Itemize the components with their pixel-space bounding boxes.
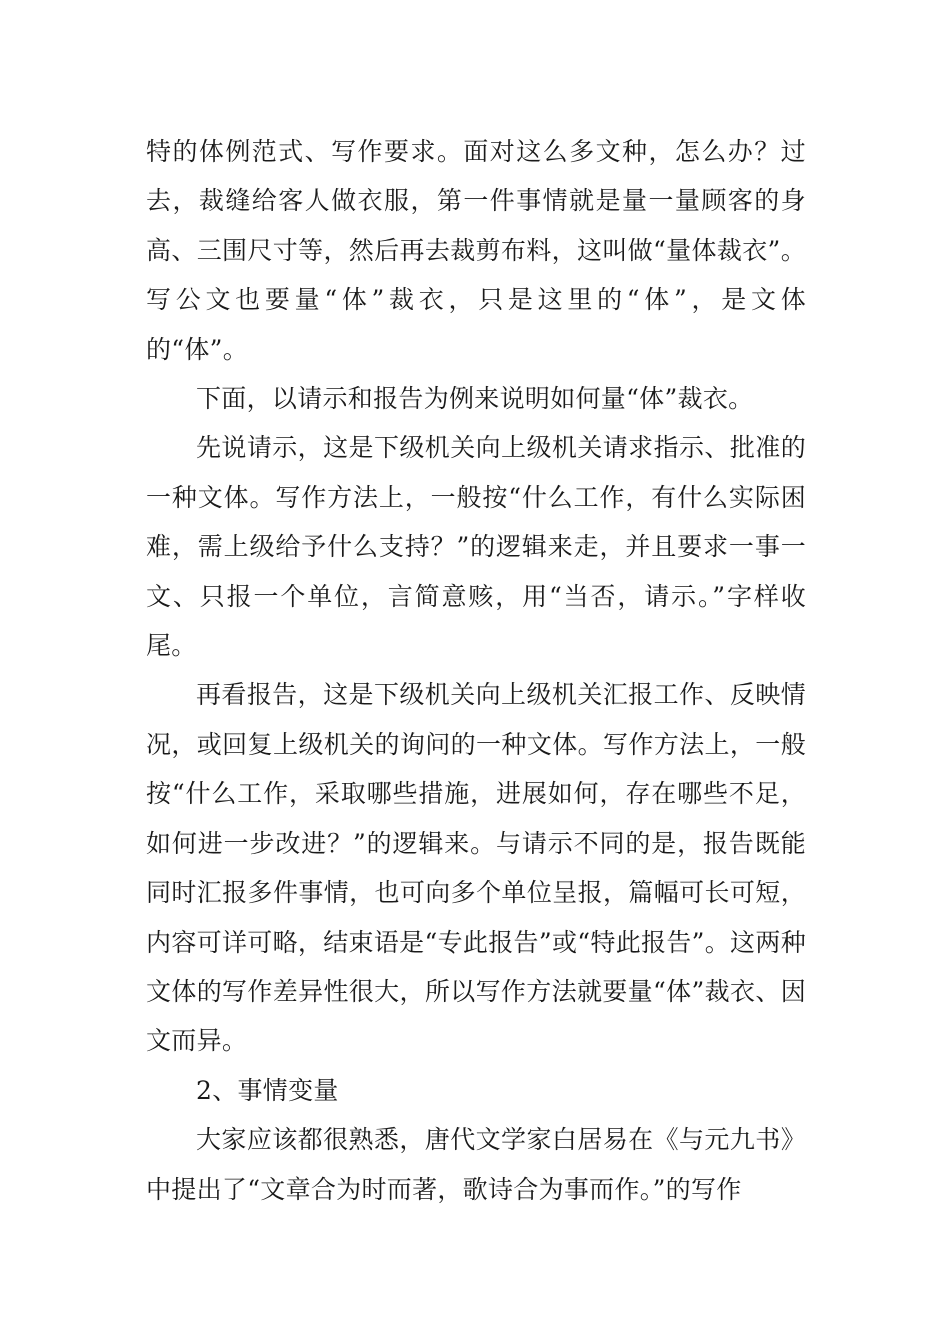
paragraph-bai-juyi: 大家应该都很熟悉，唐代文学家白居易在《与元九书》中提出了“文章合为时而著，歌诗合为事而作。”的写作 (146, 1125, 806, 1204)
paragraph-intro-example: 下面，以请示和报告为例来说明如何量“体”裁衣。 (196, 384, 754, 414)
document-body (146, 127, 806, 1214)
paragraph-continuation: 特的体例范式、写作要求。面对这么多文种，怎么办？过去，裁缝给客人做衣服，第一件事情就是量一量顾客的身高、三围尺寸等，然后再去裁剪布料，这叫做“量体裁衣”。写公文也要量“体”裁衣，只是这里的“体”，是文体的“体”。 (146, 137, 806, 364)
paragraph-report: 再看报告，这是下级机关向上级机关汇报工作、反映情况，或回复上级机关的询问的一种文体。写作方法上，一般按“什么工作，采取哪些措施，进展如何，存在哪些不足，如何进一步改进？”的逻辑来。与请示不同的是，报告既能同时汇报多件事情，也可向多个单位呈报，篇幅可长可短，内容可详可略，结束语是“专此报告”或“特此报告”。这两种文体的写作差异性很大，所以写作方法就要量“体”裁衣、因文而异。 (146, 680, 806, 1056)
section-heading: 2、事情变量 (196, 1075, 339, 1105)
paragraph-request: 先说请示，这是下级机关向上级机关请求指示、批准的一种文体。写作方法上，一般按“什么工作，有什么实际困难，需上级给予什么支持？”的逻辑来走，并且要求一事一文、只报一个单位，言简意赅，用“当否，请示。”字样收尾。 (146, 433, 806, 661)
